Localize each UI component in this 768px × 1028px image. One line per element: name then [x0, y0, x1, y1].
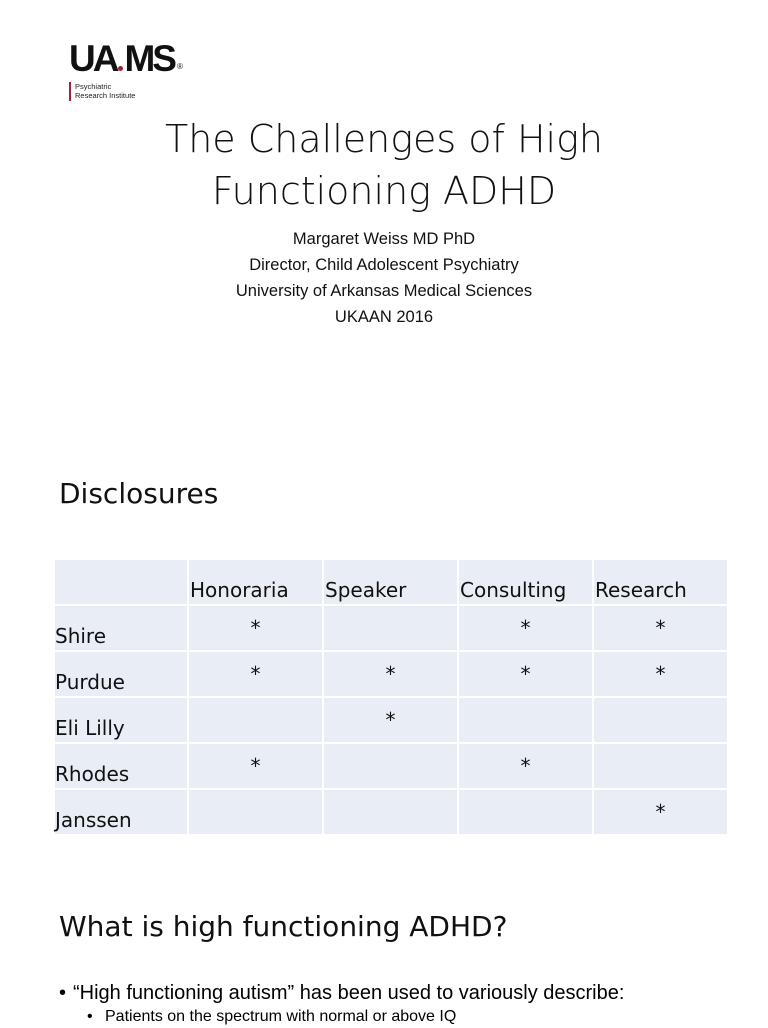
table-cell: [323, 605, 458, 651]
table-cell: [323, 743, 458, 789]
header-cell: Speaker: [323, 559, 458, 605]
header-cell: Research: [593, 559, 728, 605]
header-cell: Consulting: [458, 559, 593, 605]
table-cell: *: [593, 605, 728, 651]
uams-logo: [69, 40, 183, 101]
table-cell: *: [458, 605, 593, 651]
row-label: Shire: [54, 605, 188, 651]
author-name: Margaret Weiss MD PhD: [292, 230, 476, 248]
slide-title: [0, 113, 768, 217]
author-role: Director, Child Adolescent Psychiatry: [249, 256, 519, 274]
disclosures-slide: [0, 445, 768, 865]
table-cell: [458, 789, 593, 835]
table-cell: [458, 697, 593, 743]
table-row: [54, 651, 728, 697]
table-cell: *: [188, 651, 323, 697]
row-label: Eli Lilly: [54, 697, 188, 743]
title-slide: [0, 0, 768, 430]
table-cell: [593, 697, 728, 743]
list-item: [87, 1006, 624, 1028]
row-label: Rhodes: [54, 743, 188, 789]
slide-heading: Disclosures: [59, 477, 219, 510]
disclosures-table: [53, 558, 729, 836]
row-label: Purdue: [54, 651, 188, 697]
table-cell: *: [323, 651, 458, 697]
table-cell: [188, 789, 323, 835]
logo-subtitle: [69, 82, 183, 101]
slide-heading: What is high functioning ADHD?: [59, 910, 508, 943]
sub-bullet-text: Patients on the spectrum with normal or above IQ: [105, 1008, 457, 1025]
table-cell: *: [458, 651, 593, 697]
row-label: Janssen: [54, 789, 188, 835]
table-cell: *: [458, 743, 593, 789]
table-cell: [593, 743, 728, 789]
definition-slide: [0, 880, 768, 1024]
bullet-text: “High functioning autism” has been used to variously describe:: [73, 982, 625, 1004]
sub-bullet-list: [73, 1006, 624, 1028]
table-cell: *: [188, 605, 323, 651]
table-cell: *: [593, 789, 728, 835]
title-line-1: The Challenges of High: [164, 117, 604, 161]
logo-wordmark: UA MS ®: [69, 38, 183, 79]
table-cell: *: [188, 743, 323, 789]
logo-dot-icon: [118, 66, 123, 71]
header-cell: Honoraria: [188, 559, 323, 605]
table-cell: *: [323, 697, 458, 743]
header-cell: [54, 559, 188, 605]
institution: University of Arkansas Medical Sciences: [235, 282, 533, 300]
table-cell: *: [593, 651, 728, 697]
title-line-2: Functioning ADHD: [211, 169, 557, 213]
logo-line-1: Psychiatric: [75, 82, 112, 91]
logo-line-2: Research Institute: [75, 91, 136, 100]
logo-divider: [69, 82, 71, 101]
event-name: UKAAN 2016: [334, 308, 434, 326]
presenter-info: [0, 226, 768, 330]
table-row: [54, 697, 728, 743]
table-row: [54, 743, 728, 789]
list-item: [59, 980, 624, 1028]
table-row: [54, 605, 728, 651]
table-header-row: [54, 559, 728, 605]
table-row: [54, 789, 728, 835]
table-cell: [188, 697, 323, 743]
table-cell: [323, 789, 458, 835]
bullet-list: [59, 980, 624, 1028]
